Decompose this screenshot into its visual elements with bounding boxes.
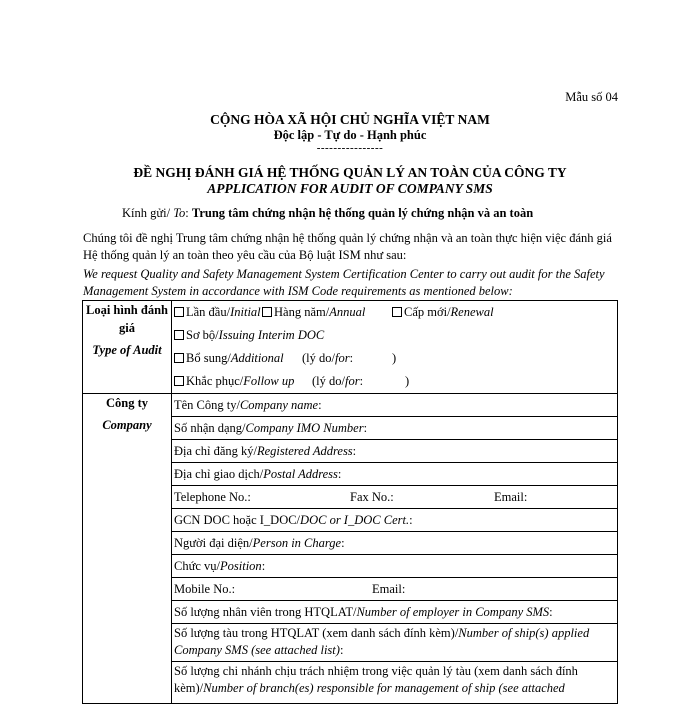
ships-field[interactable]: Số lượng tàu trong HTQLAT (xem danh sách đính kèm)/Number of ship(s) applied Company SMS (see attached list): [172,624,617,662]
registered-address-field[interactable]: Địa chỉ đăng ký/Registered Address: [172,440,617,463]
audit-type-options-cell [172,301,618,394]
checkbox-renewal[interactable] [392,307,402,317]
audit-type-label-cell [83,301,172,394]
checkbox-annual[interactable] [262,307,272,317]
separator: ---------------- [316,142,384,154]
company-label-cell [83,394,172,704]
email-label: Email: [494,490,528,504]
recipient-name: Trung tâm chứng nhận hệ thống quản lý chứng nhận và an toàn [191,206,534,220]
company-fields-cell [172,394,618,704]
recipient-label-en: To [173,206,186,220]
mobile-email-field[interactable] [172,578,617,601]
recipient-line: Kính gửi/ To: Trung tâm chứng nhận hệ thống quản lý chứng nhận và an toàn [122,206,534,220]
person-in-charge-field[interactable]: Người đại diện/Person in Charge: [172,532,617,555]
company-row [83,394,618,704]
option-initial[interactable]: Lần đầu/Initial [174,305,261,319]
checkbox-interim[interactable] [174,330,184,340]
followup-reason: (lý do/for: [312,374,364,388]
title-english: APPLICATION FOR AUDIT OF COMPANY SMS [207,181,493,196]
postal-address-field[interactable]: Địa chỉ giao dịch/Postal Address: [172,463,617,486]
company-label: Công ty [105,396,149,410]
option-annual[interactable]: Hàng năm/Annual [262,301,365,324]
option-renewal[interactable]: Cấp mới/Renewal [392,301,494,324]
audit-type-row [83,301,618,394]
branches-field[interactable]: Số lượng chi nhánh chịu trách nhiệm trong việc quản lý tàu (xem danh sách đính kèm)/Number of branch(es) responsible for management of ship (see attached [174,664,578,695]
mobile-email-label: Email: [372,582,406,596]
contact-numbers-field[interactable] [172,486,617,509]
checkbox-followup[interactable] [174,376,184,386]
option-followup[interactable]: Khắc phục/Follow up (lý do/for: ) [172,370,617,393]
fax-label: Fax No.: [350,490,394,504]
checkbox-additional[interactable] [174,353,184,363]
mobile-label: Mobile No.: [174,582,236,596]
company-name-field[interactable]: Tên Công ty/Company name: [172,394,617,417]
audit-type-label: Loại hình đánh giá [86,303,168,335]
company-label-en: Company [102,418,152,432]
audit-options-line-1 [172,301,617,324]
form-number: Mẫu số 04 [565,90,618,104]
country-name: CỘNG HÒA XÃ HỘI CHỦ NGHĨA VIỆT NAM [210,112,490,127]
doc-cert-field[interactable]: GCN DOC hoặc I_DOC/DOC or I_DOC Cert.: [172,509,617,532]
application-form-table [82,300,618,704]
position-field[interactable]: Chức vụ/Position: [172,555,617,578]
employees-field[interactable]: Số lượng nhân viên trong HTQLAT/Number of employer in Company SMS: [172,601,617,624]
checkbox-initial[interactable] [174,307,184,317]
audit-type-label-en: Type of Audit [92,343,162,357]
option-additional[interactable]: Bổ sung/Additional (lý do/for: ) [172,347,617,370]
title-vietnamese: ĐỀ NGHỊ ĐÁNH GIÁ HỆ THỐNG QUẢN LÝ AN TOÀN CỦA CÔNG TY [133,165,567,180]
request-vietnamese: Chúng tôi đề nghị Trung tâm chứng nhận hệ thống quản lý chứng nhận và an toàn thực hiện việc đánh giá Hệ thống quản lý an toàn theo yêu cầu của Bộ luật ISM như sau: [83,231,612,262]
company-imo-field[interactable]: Số nhận dạng/Company IMO Number: [172,417,617,440]
motto: Độc lập - Tự do - Hạnh phúc [273,128,427,142]
request-english: We request Quality and Safety Management System Certification Center to carry out audit for the Safety Management System in accordance with ISM Code requirements as mentioned below: [83,267,605,298]
telephone-label: Telephone No.: [174,490,251,504]
recipient-label: Kính gửi/ [122,206,174,220]
additional-reason: (lý do/for: [302,351,354,365]
option-interim[interactable]: Sơ bộ/Issuing Interim DOC [172,324,617,347]
